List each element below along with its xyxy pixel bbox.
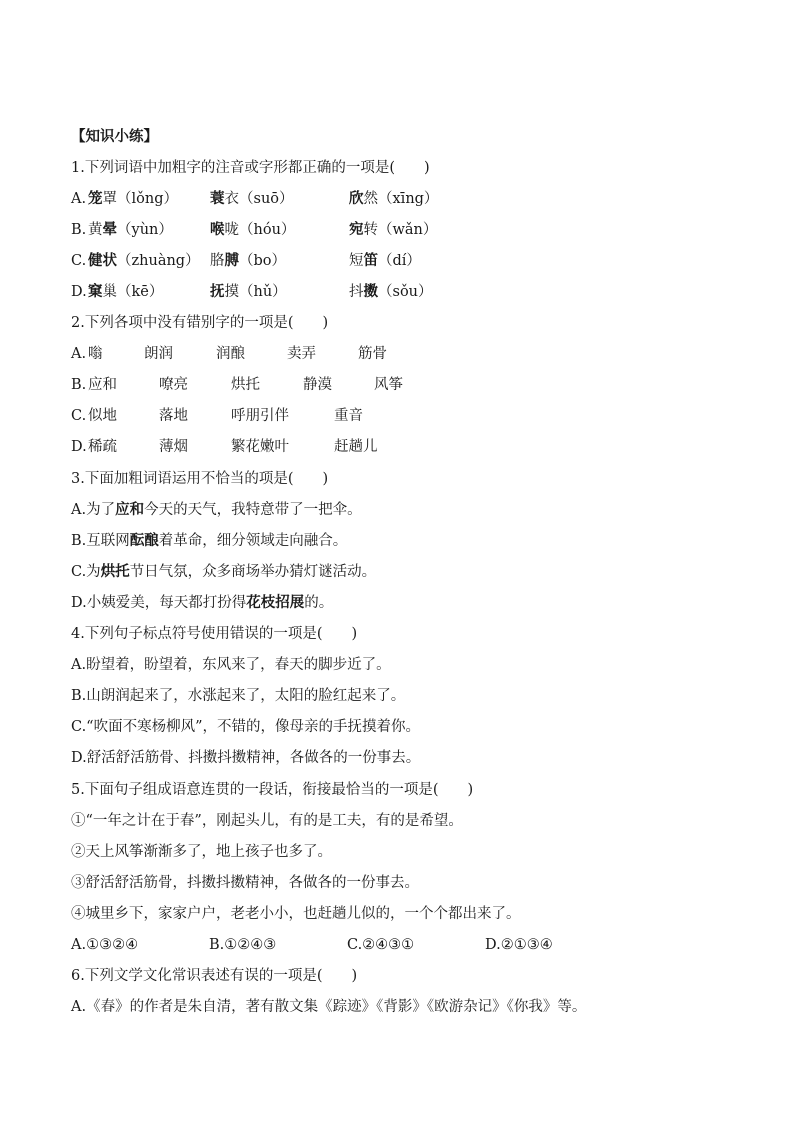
question-1-option-a [71,189,731,209]
option-word: 落地 [159,408,188,424]
question-2-option-b [71,375,731,395]
question-5-sentence-2: ②天上风筝渐渐多了，地上孩子也多了。 [71,844,332,860]
option-item: 胳膊（bo） [210,252,287,269]
question-1-option-d [71,282,731,302]
question-3-option-d: D.小姨爱美，每天都打扮得花枝招展的。 [71,594,334,611]
option-word: 朗润 [144,346,173,362]
question-3-option-c: C.为烘托节日气氛，众多商场举办猜灯谜活动。 [71,563,377,580]
option-word: 赶趟儿 [334,439,378,455]
question-4-option-d: D.舒活舒活筋骨、抖擞抖擞精神，各做各的一份事去。 [71,750,421,766]
option-item: 宛转（wǎn） [349,221,438,238]
question-5-options [71,935,731,955]
option-word: 嗡 [88,346,103,362]
question-3-stem: 3.下面加粗词语运用不恰当的项是( ) [71,471,329,487]
question-5-option-d: D.②①③④ [485,937,553,953]
option-item: 笼罩（lǒng） [88,190,178,207]
question-2-stem: 2.下列各项中没有错别字的一项是( ) [71,315,329,331]
option-label: B. [71,222,87,238]
question-2-option-a [71,344,731,364]
option-word: 呼朋引伴 [231,408,289,424]
option-word: 静漠 [303,377,332,393]
question-4-option-c: C.“吹面不寒杨柳风”，不错的，像母亲的手抚摸着你。 [71,719,421,735]
question-5-option-b: B.①②④③ [209,937,277,953]
option-label: A. [71,191,87,207]
option-word: 润酿 [216,346,245,362]
question-2-option-d [71,437,731,457]
option-label: D. [71,284,87,300]
option-word: 稀疏 [88,439,117,455]
option-label: C. [71,408,87,424]
option-item: 短笛（dí） [349,252,421,269]
option-label: A. [71,346,87,362]
question-3-option-b: B.互联网酝酿着革命，细分领域走向融合。 [71,532,348,549]
question-5-stem: 5.下面句子组成语意连贯的一段话，衔接最恰当的一项是( ) [71,782,474,798]
question-1-stem: 1.下列词语中加粗字的注音或字形都正确的一项是( ) [71,160,430,176]
option-word: 烘托 [231,377,260,393]
question-1-option-c [71,251,731,271]
option-word: 应和 [88,377,117,393]
option-word: 卖弄 [287,346,316,362]
option-item: 抖擞（sǒu） [349,283,433,300]
question-3-option-a: A.为了应和今天的天气，我特意带了一把伞。 [71,501,362,518]
option-label: C. [71,253,87,269]
question-1-option-b [71,220,731,240]
option-word: 繁花嫩叶 [231,439,289,455]
option-label: B. [71,377,87,393]
option-word: 似地 [88,408,117,424]
question-5-option-a: A.①③②④ [71,937,139,953]
option-item: 抚摸（hǔ） [210,283,287,300]
option-item: 蓑衣（suō） [210,190,294,207]
question-5-sentence-3: ③舒活舒活筋骨，抖擞抖擞精神，各做各的一份事去。 [71,875,419,891]
option-word: 重音 [334,408,363,424]
question-4-stem: 4.下列句子标点符号使用错误的一项是( ) [71,626,358,642]
option-item: 欣然（xīng） [349,190,439,207]
option-word: 风筝 [374,377,403,393]
question-2-option-c [71,406,731,426]
option-word: 薄烟 [159,439,188,455]
option-item: 窠巢（kē） [88,283,164,300]
option-word: 筋骨 [358,346,387,362]
question-5-sentence-1: ①“一年之计在于春”，刚起头儿，有的是工夫，有的是希望。 [71,813,463,829]
section-title: 【知识小练】 [71,128,158,145]
question-5-sentence-4: ④城里乡下，家家户户，老老小小，也赶趟儿似的，一个个都出来了。 [71,906,521,922]
question-4-option-a: A.盼望着，盼望着，东风来了，春天的脚步近了。 [71,657,391,673]
question-4-option-b: B.山朗润起来了，水涨起来了，太阳的脸红起来了。 [71,688,406,704]
option-word: 嘹亮 [159,377,188,393]
option-item: 黄晕（yùn） [88,221,173,238]
question-5-option-c: C.②④③① [347,937,415,953]
option-item: 健状（zhuàng） [88,252,200,269]
question-6-option-a: A.《春》的作者是朱自清，著有散文集《踪迹》《背影》《欧游杂记》《你我》等。 [71,999,587,1015]
question-6-stem: 6.下列文学文化常识表述有误的一项是( ) [71,968,358,984]
option-item: 喉咙（hóu） [210,221,296,238]
option-label: D. [71,439,87,455]
